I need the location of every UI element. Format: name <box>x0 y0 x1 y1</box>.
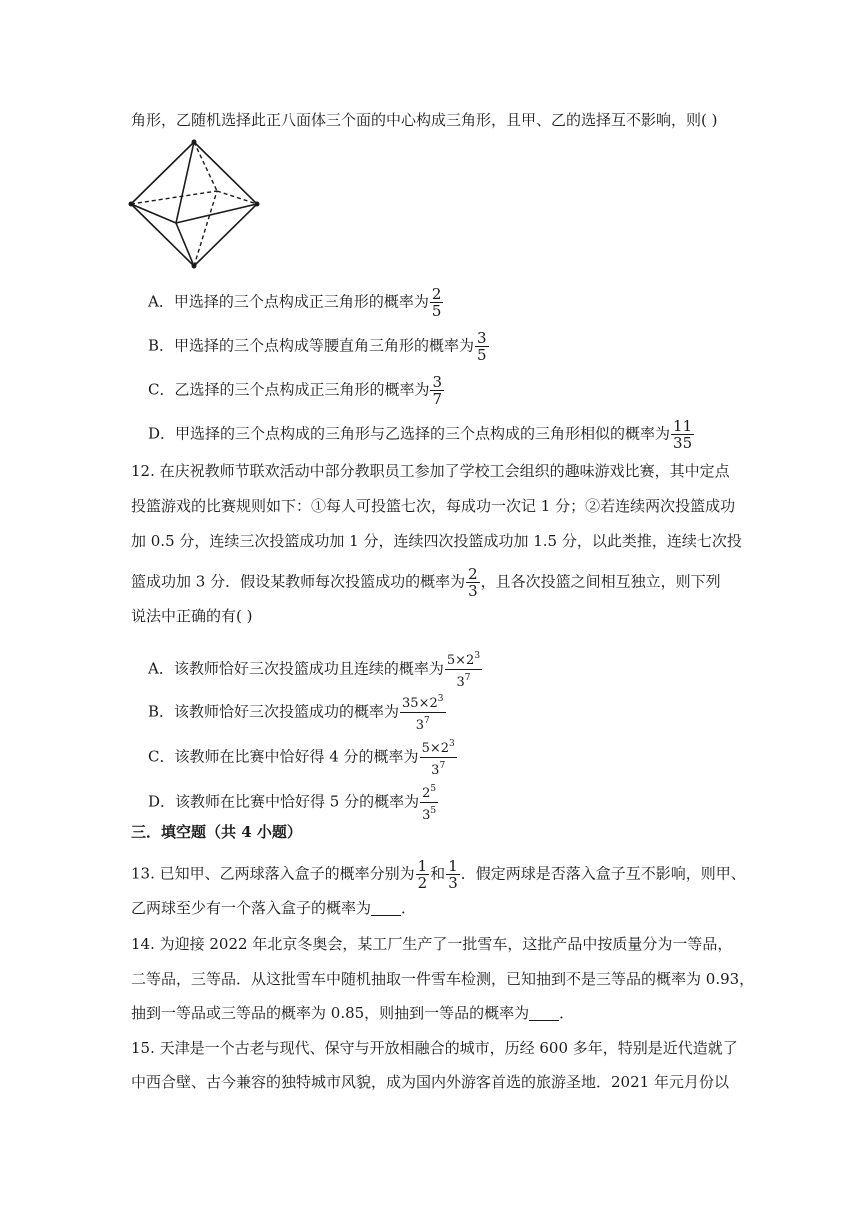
q13-line-2: 乙两球至少有一个落入盒子的概率为 ． <box>131 899 417 917</box>
q12-option-c: C．该教师在比赛中恰好得 4 分的概率为 $\frac{5\times 2^3}{3^7}$ <box>148 736 458 779</box>
octahedron-figure <box>124 136 264 276</box>
q12-line-3: 加 0.5 分，连续三次投篮成功加 1 分，连续四次投篮成功加 1.5 分，以此类推，连续七次投 <box>131 532 742 550</box>
q14-line-2: 二等品，三等品．从这批雪车中随机抽取一件雪车检测，已知抽到不是三等品的概率为 0.93， <box>131 970 755 988</box>
q11-option-c: C．乙选择的三个点构成正三角形的概率为 $\frac{3}{7}$ <box>148 373 443 408</box>
q13-line-1: 13. 已知甲、乙两球落入盒子的概率分别为 $\frac{1}{2}$ 和 $\frac{1}{3}$ ．假定两球是否落入盒子互不影响，则甲、 <box>131 857 746 892</box>
q12-option-b: B．该教师恰好三次投篮成功的概率为 $\frac{35\times 2^3}{3^7}$ <box>148 691 447 734</box>
q15-line-1: 15. 天津是一个古老与现代、保守与开放相融合的城市，历经 600 多年，特别是近代造就了 <box>131 1039 738 1057</box>
q11-intro-line: 角形，乙随机选择此正八面体三个面的中心构成三角形，且甲、乙的选择互不影响，则( ) <box>131 111 718 129</box>
q14-answer-blank[interactable] <box>529 1005 559 1021</box>
q11-option-a: A．甲选择的三个点构成正三角形的概率为 $\frac{2}{5}$ <box>148 285 442 320</box>
q15-line-2: 中西合壁、古今兼容的独特城市风貌，成为国内外游客首选的旅游圣地．2021 年元月份以 <box>131 1073 729 1091</box>
q11-option-d: D．甲选择的三个点构成的三角形与乙选择的三个点构成的三角形相似的概率为 $\frac{11}{35}$ <box>148 417 693 452</box>
q12-line-2: 投篮游戏的比赛规则如下：①每人可投篮七次，每成功一次记 1 分；②若连续两次投篮成功 <box>131 497 736 515</box>
q12-option-d: D．该教师在比赛中恰好得 5 分的概率为 $\frac{2^5}{3^5}$ <box>148 781 439 824</box>
q13-answer-blank[interactable] <box>371 900 401 916</box>
q14-line-1: 14. 为迎接 2022 年北京冬奥会，某工厂生产了一批雪车，这批产品中按质量分为一等品， <box>131 935 733 953</box>
q12-option-a: A．该教师恰好三次投篮成功且连续的概率为 $\frac{5\times 2^3}{3^7}$ <box>148 648 483 691</box>
q12-line-5: 说法中正确的有( ) <box>131 607 253 625</box>
q12-line-4: 篮成功加 3 分．假设某教师每次投篮成功的概率为 $\frac{2}{3}$ ，且各次投篮之间相互独立，则下列 <box>131 565 721 600</box>
q14-line-3: 抽到一等品或三等品的概率为 0.85，则抽到一等品的概率为 ． <box>131 1004 575 1022</box>
section-3-title: 三．填空题（共 4 小题） <box>131 823 302 841</box>
q11-option-b: B．甲选择的三个点构成等腰直角三角形的概率为 $\frac{3}{5}$ <box>148 329 487 364</box>
q12-line-1: 12. 在庆祝教师节联欢活动中部分教职员工参加了学校工会组织的趣味游戏比赛，其中定点 <box>131 462 730 480</box>
